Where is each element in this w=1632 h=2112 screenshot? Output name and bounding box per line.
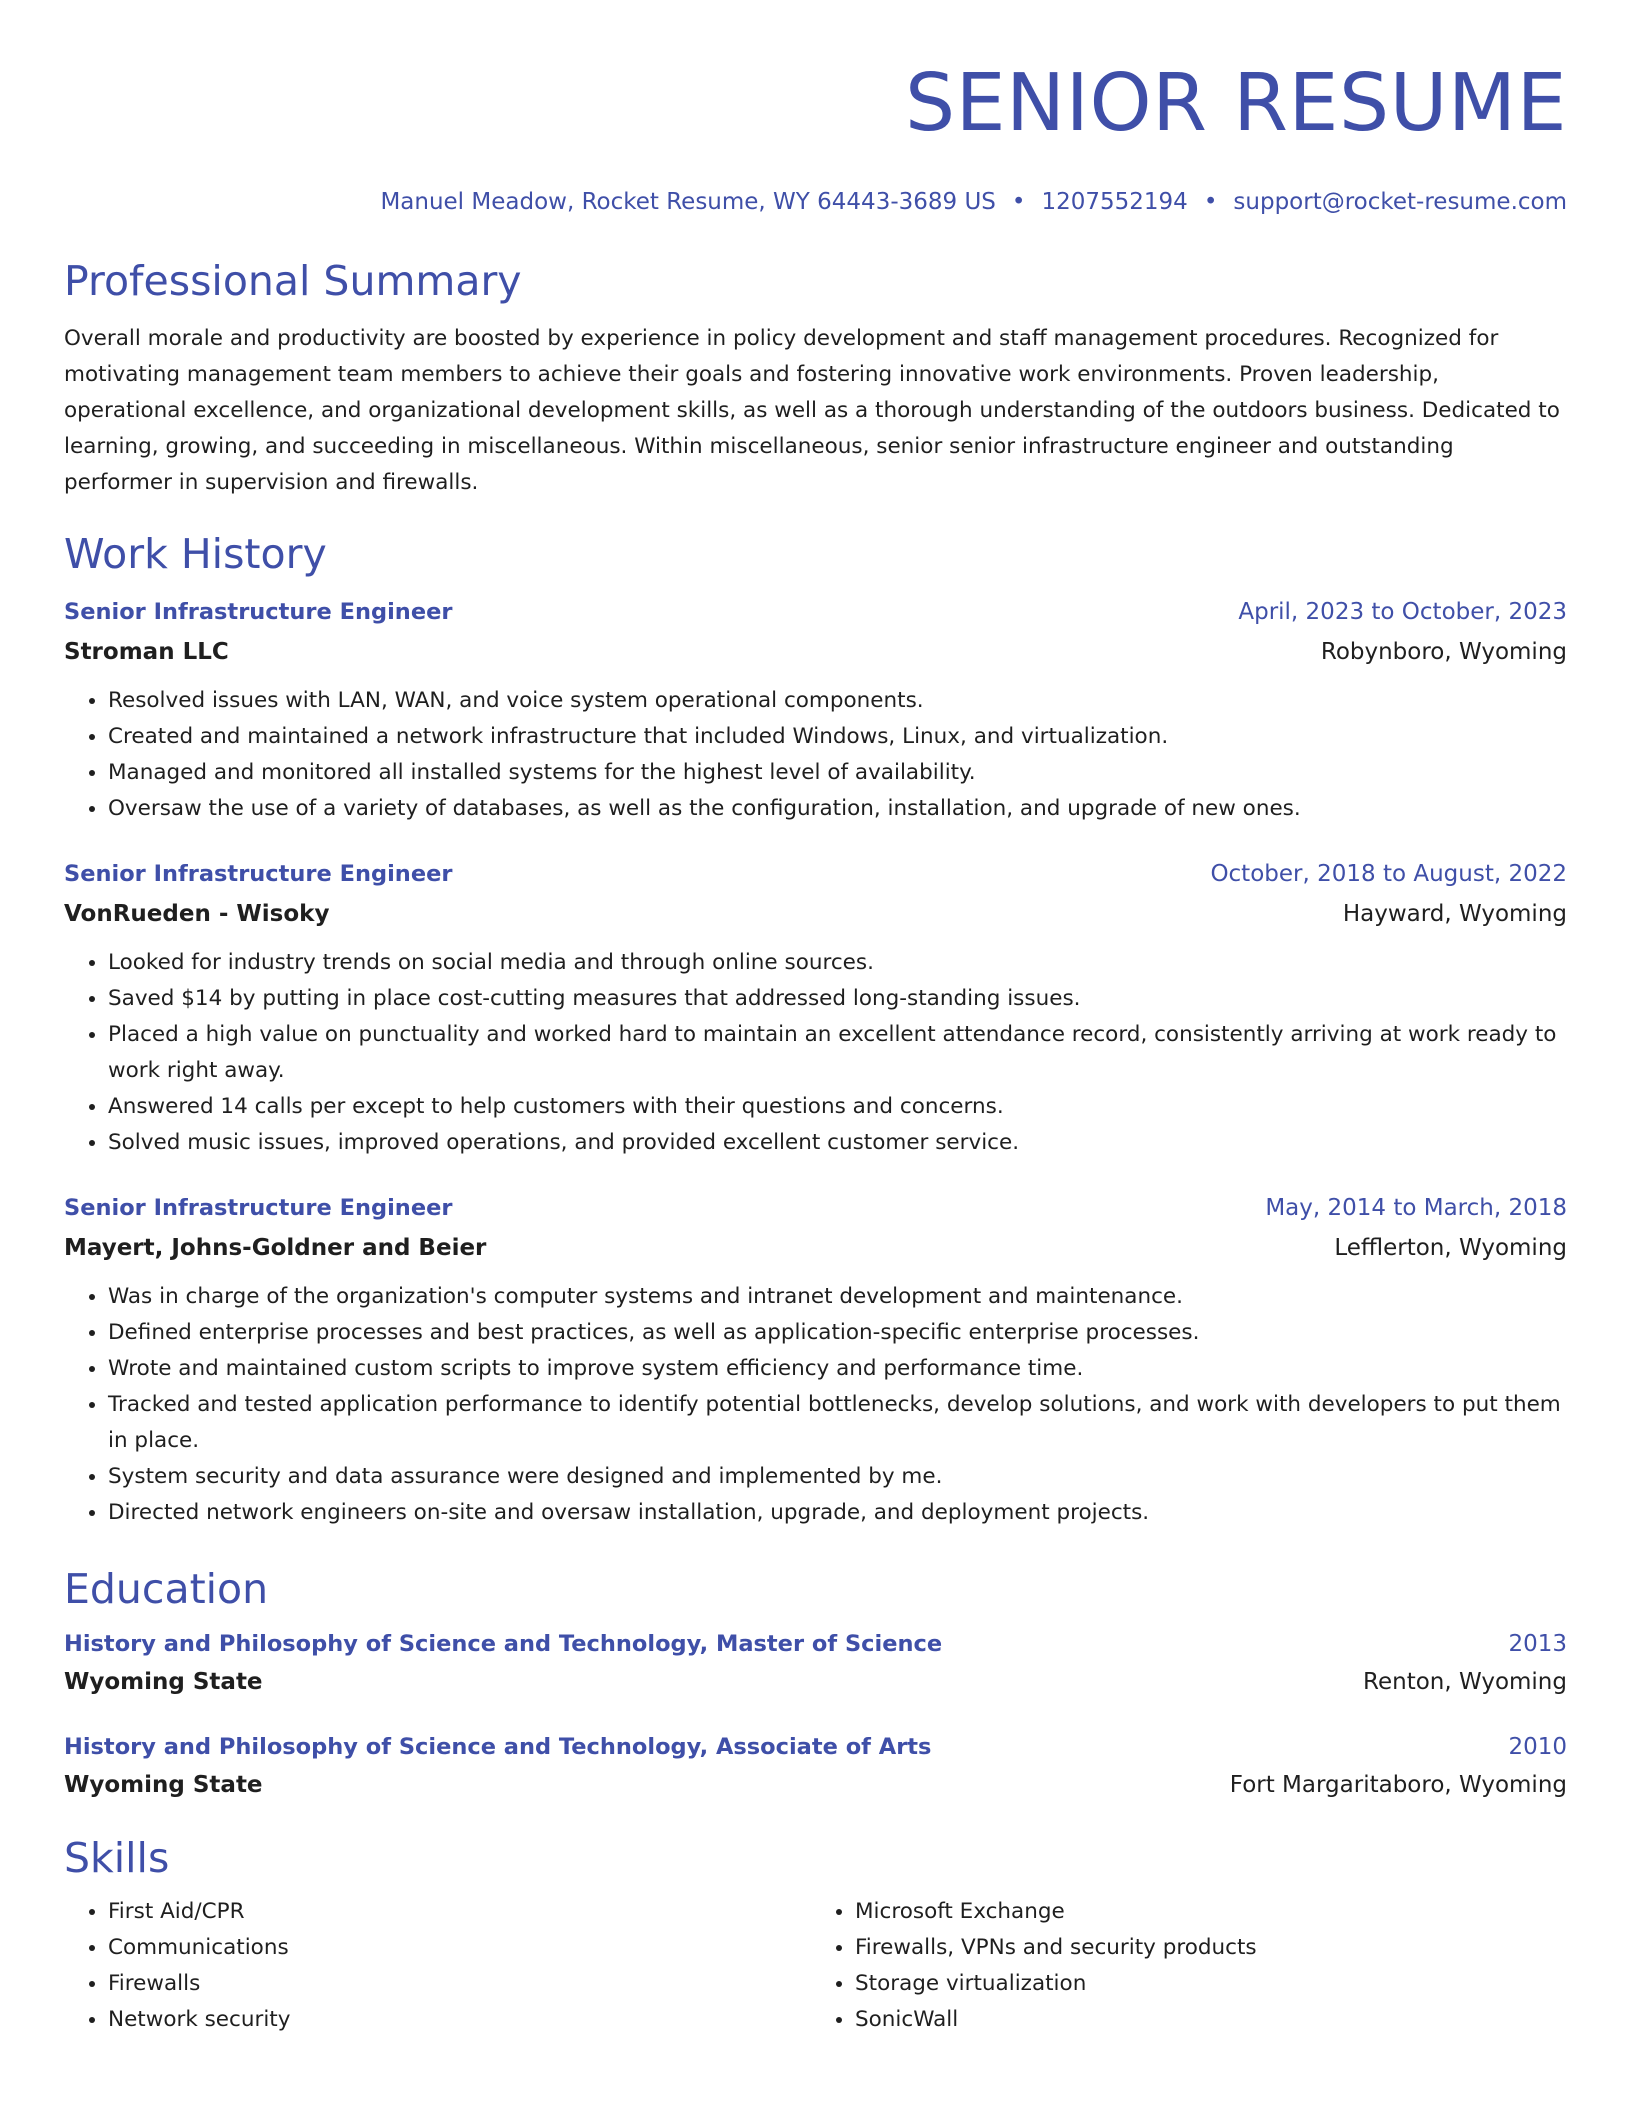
contact-separator: • xyxy=(1011,189,1026,215)
job-bullet: • Answered 14 calls per except to help customers with their questions and concerns. xyxy=(108,1089,1567,1125)
contact-email[interactable]: support@rocket-resume.com xyxy=(1233,189,1567,215)
contact-separator: • xyxy=(1203,189,1218,215)
contact-address: Manuel Meadow, Rocket Resume, WY 64443-3689 US xyxy=(380,189,996,215)
education-school: Wyoming State xyxy=(64,1772,263,1798)
contact-line xyxy=(64,186,1567,218)
job-bullets xyxy=(64,945,1567,1161)
education-entry xyxy=(64,1728,1567,1804)
job-bullets xyxy=(64,683,1567,827)
job-dates: April, 2023 to October, 2023 xyxy=(1238,599,1567,625)
job-bullet: • Resolved issues with LAN, WAN, and voice system operational components. xyxy=(108,683,1567,719)
education-year: 2013 xyxy=(1508,1631,1567,1657)
skills-column-right xyxy=(803,1894,1555,2038)
job-bullets xyxy=(64,1279,1567,1531)
job-role: Senior Infrastructure Engineer xyxy=(64,599,453,625)
job-bullet: • Oversaw the use of a variety of databases, as well as the configuration, installation, and upgrade of new ones. xyxy=(108,791,1567,827)
section-heading-skills: Skills xyxy=(64,1834,170,1882)
job-bullet: • Wrote and maintained custom scripts to improve system efficiency and performance time. xyxy=(108,1351,1567,1387)
section-heading-work-history: Work History xyxy=(64,530,327,578)
skills-list xyxy=(64,1894,1567,2038)
education-school: Wyoming State xyxy=(64,1669,263,1695)
contact-phone[interactable]: 1207552194 xyxy=(1041,189,1188,215)
skill-item: • Network security xyxy=(108,2002,803,2038)
job-bullet: • Solved music issues, improved operations, and provided excellent customer service. xyxy=(108,1125,1567,1161)
job-bullet: • Managed and monitored all installed systems for the highest level of availability. xyxy=(108,755,1567,791)
job-bullet: • Defined enterprise processes and best practices, as well as application-specific enterprise processes. xyxy=(108,1315,1567,1351)
education-degree: History and Philosophy of Science and Technology, Master of Science xyxy=(64,1631,943,1657)
education-location: Renton, Wyoming xyxy=(1363,1669,1567,1695)
job-location: Lefflerton, Wyoming xyxy=(1334,1235,1567,1261)
skill-item: • Storage virtualization xyxy=(855,1966,1555,2002)
job-dates: October, 2018 to August, 2022 xyxy=(1210,861,1567,887)
job-bullet: • Tracked and tested application performance to identify potential bottlenecks, develop solutions, and work with developers to put them in place. xyxy=(108,1387,1567,1459)
job-dates: May, 2014 to March, 2018 xyxy=(1265,1195,1567,1221)
skill-item: • Firewalls xyxy=(108,1966,803,2002)
job-bullet: • Was in charge of the organization's computer systems and intranet development and maintenance. xyxy=(108,1279,1567,1315)
education-entry xyxy=(64,1625,1567,1701)
job-bullet: • System security and data assurance were designed and implemented by me. xyxy=(108,1459,1567,1495)
skill-item: • Firewalls, VPNs and security products xyxy=(855,1930,1555,1966)
job-location: Hayward, Wyoming xyxy=(1342,901,1567,927)
job-company: Stroman LLC xyxy=(64,639,229,665)
job-bullet: • Created and maintained a network infrastructure that included Windows, Linux, and virtualization. xyxy=(108,719,1567,755)
education-location: Fort Margaritaboro, Wyoming xyxy=(1229,1772,1567,1798)
section-heading-education: Education xyxy=(64,1565,269,1613)
job-bullet: • Looked for industry trends on social media and through online sources. xyxy=(108,945,1567,981)
job-company: VonRueden - Wisoky xyxy=(64,901,330,927)
skill-item: • Communications xyxy=(108,1930,803,1966)
job-bullet: • Placed a high value on punctuality and worked hard to maintain an excellent attendance record, consistently arriving at work ready to work right away. xyxy=(108,1017,1567,1089)
skill-item: • First Aid/CPR xyxy=(108,1894,803,1930)
summary-text: Overall morale and productivity are boosted by experience in policy development and staff management procedures. Recognized for motivating management team members to achieve their goals and fostering innovative work environments. Proven leadership, operational excellence, and organizational development skills, as well as a thorough understanding of the outdoors business. Dedicated to learning, growing, and succeeding in miscellaneous. Within miscellaneous, senior senior infrastructure engineer and outstanding performer in supervision and firewalls. xyxy=(64,326,1560,495)
job-entry xyxy=(64,592,1567,827)
resume-title: SENIOR RESUME xyxy=(905,57,1567,149)
job-entry xyxy=(64,1188,1567,1531)
job-bullet: • Directed network engineers on-site and oversaw installation, upgrade, and deployment projects. xyxy=(108,1495,1567,1531)
job-company: Mayert, Johns-Goldner and Beier xyxy=(64,1235,487,1261)
job-location: Robynboro, Wyoming xyxy=(1320,639,1567,665)
job-role: Senior Infrastructure Engineer xyxy=(64,1195,453,1221)
job-entry xyxy=(64,854,1567,1161)
education-degree: History and Philosophy of Science and Technology, Associate of Arts xyxy=(64,1734,932,1760)
job-role: Senior Infrastructure Engineer xyxy=(64,861,453,887)
skill-item: • Microsoft Exchange xyxy=(855,1894,1555,1930)
job-bullet: • Saved $14 by putting in place cost-cutting measures that addressed long-standing issues. xyxy=(108,981,1567,1017)
section-heading-summary: Professional Summary xyxy=(64,257,522,305)
education-year: 2010 xyxy=(1508,1734,1567,1760)
skills-column-left xyxy=(64,1894,803,2038)
skill-item: • SonicWall xyxy=(855,2002,1555,2038)
